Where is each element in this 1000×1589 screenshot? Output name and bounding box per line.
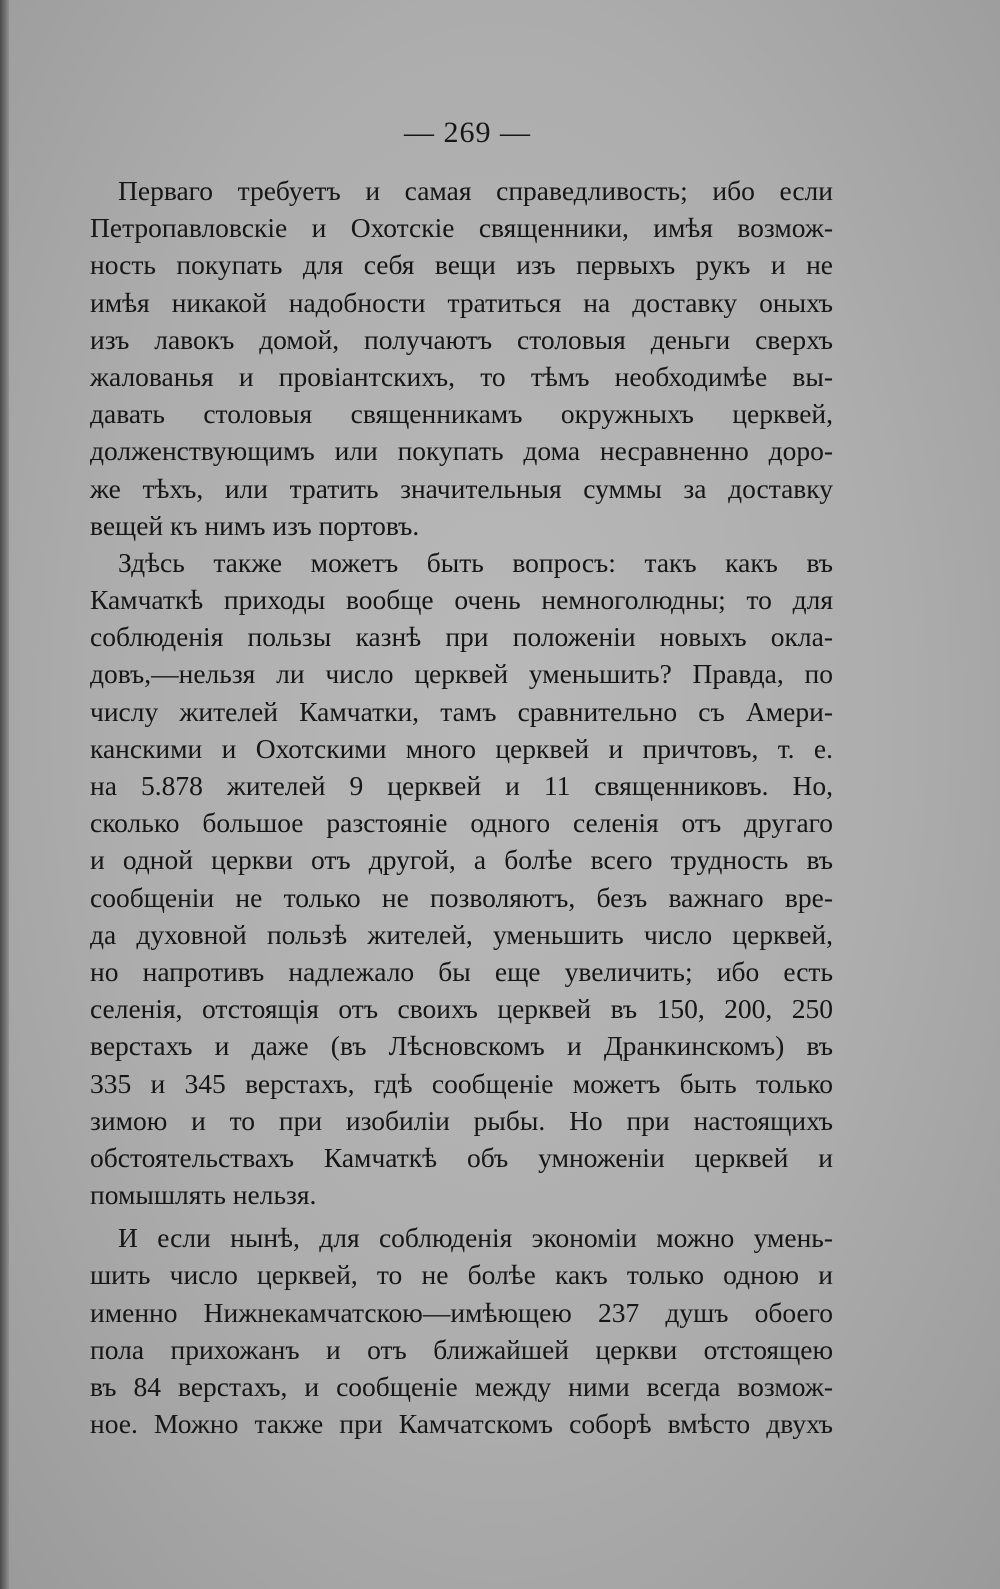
text-line: помышлять нельзя. [90,1179,317,1211]
text-line: ность покупать для себя вещи изъ первыхъ рукъ и не [90,249,833,281]
text-line: на 5.878 жителей 9 церквей и 11 священниковъ. Но, [90,770,833,801]
text-line: обстоятельствахъ Камчаткѣ объ умноженіи церквей и [90,1141,833,1173]
text-line: сообщеніи не только не позволяютъ, безъ важнаго вре- [90,881,833,913]
paragraph-2 [90,544,833,1213]
text-line: именно Нижнекамчатскою—имѣющею 237 душъ обоего [90,1296,833,1328]
text-line: давать столовыя священникамъ окружныхъ церквей, [90,398,833,430]
text-line: въ 84 верстахъ, и сообщеніе между ними всегда возмож- [90,1371,833,1402]
text-line: пола прихожанъ и отъ ближайшей церкви отстоящею [90,1333,833,1365]
page-number: — 269 — [404,116,531,149]
text-line: числу жителей Камчатки, тамъ сравнительно съ Амери- [90,695,833,727]
text-line: Здѣсь также можетъ быть вопросъ: такъ какъ въ [118,546,833,578]
text-line: Перваго требуетъ и самая справедливость; ибо если [118,175,833,206]
text-line: изъ лавокъ домой, получаютъ столовыя деньги сверхъ [90,323,833,355]
text-line: зимою и то при изобиліи рыбы. Но при настоящихъ [90,1104,833,1136]
text-line: Камчаткѣ приходы вообще очень немноголюдны; то для [90,584,833,616]
paragraph-1 [90,172,833,544]
text-line: Петропавловскіе и Охотскіе священники, имѣя возмож- [90,212,833,244]
text-line: верстахъ и даже (въ Лѣсновскомъ и Дранкинскомъ) въ [90,1030,833,1062]
text-line: соблюденія пользы казнѣ при положеніи новыхъ окла- [90,621,833,653]
text-line: сколько большое разстояніе одного селенія отъ другаго [90,807,833,839]
text-line: канскими и Охотскими много церквей и причтовъ, т. е. [90,732,833,764]
text-line: но напротивъ надлежало бы еще увеличить; ибо есть [90,955,833,987]
page-binding-edge [0,0,9,1589]
text-line: вещей къ нимъ изъ портовъ. [90,509,420,541]
text-line: же тѣхъ, или тратить значительныя суммы за доставку [90,472,833,504]
text-line: и одной церкви отъ другой, а болѣе всего трудность въ [90,844,833,876]
text-line: шить число церквей, то не болѣе какъ только одною и [90,1259,833,1291]
paragraph-3 [90,1219,833,1442]
text-line: довъ,—нельзя ли число церквей уменьшить? Правда, по [90,658,833,690]
text-line: И если нынѣ, для соблюденія экономіи можно умень- [118,1222,833,1254]
text-line: ное. Можно также при Камчатскомъ соборѣ вмѣсто двухъ [90,1408,833,1440]
text-line: долженствующимъ или покупать дома несравненно доро- [90,435,833,467]
text-line: имѣя никакой надобности тратиться на доставку оныхъ [90,286,833,318]
text-line: 335 и 345 верстахъ, гдѣ сообщеніе можетъ быть только [90,1067,833,1099]
body-text [90,172,833,1442]
text-line: да духовной пользѣ жителей, уменьшить число церквей, [90,918,833,950]
text-line: жалованья и провіантскихъ, то тѣмъ необходимѣе вы- [90,360,833,392]
text-line: селенія, отстоящія отъ своихъ церквей въ 150, 200, 250 [90,993,833,1025]
